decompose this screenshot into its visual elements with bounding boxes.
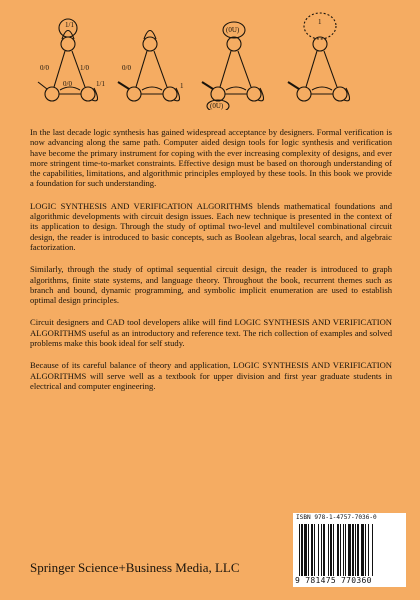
diagram-label: 1	[318, 18, 322, 26]
barcode-bar	[301, 524, 303, 576]
diagram-label: 0/0	[122, 64, 131, 72]
barcode-bar	[328, 524, 329, 576]
barcode-bar	[311, 524, 313, 576]
diagram-label: 1/1	[96, 80, 105, 88]
barcode-bar	[318, 524, 319, 576]
barcode-bar	[340, 524, 341, 576]
barcode-bar	[321, 524, 322, 576]
diagram-label: (0U)	[226, 26, 240, 34]
barcode-bar	[333, 524, 334, 576]
paragraph: LOGIC SYNTHESIS AND VERIFICATION ALGORITHMS blends mathematical foundations and algorithmic developments with circuit design issues. Each new technique is presented in the context of its application to design. Through the study of optimal two-level and multilevel combinational circuit design, the reader is introduced to basic concepts, such as Boolean algebras, local search, and algebraic factorization.	[30, 200, 392, 252]
barcode-bar	[323, 524, 325, 576]
barcode-bar	[345, 524, 346, 576]
barcode-bar	[372, 524, 373, 576]
diagram-label: 1	[180, 82, 184, 90]
state-diagram-strip	[30, 6, 360, 110]
description-text	[30, 127, 392, 403]
barcode-bar	[352, 524, 354, 576]
diagram-label: (0U)	[210, 102, 224, 110]
barcode-bar	[299, 524, 300, 576]
barcode-digits: 9 781475 770360	[295, 576, 372, 585]
state-diagram-4	[288, 13, 350, 101]
barcode-bar	[355, 524, 356, 576]
diagram-label: 1/1	[65, 21, 74, 29]
isbn-barcode-box	[293, 513, 406, 587]
barcode-bar	[314, 524, 315, 576]
barcode-bar	[368, 524, 369, 576]
barcode-bar	[308, 524, 309, 576]
barcode-bar	[365, 524, 366, 576]
diagram-label: 0/0	[63, 80, 72, 88]
barcode-bar	[304, 524, 307, 576]
barcode-bar	[343, 524, 344, 576]
barcode-icon	[297, 524, 403, 576]
barcode-bar	[337, 524, 339, 576]
state-diagram-1	[38, 19, 98, 101]
state-diagram-3	[202, 22, 264, 110]
diagram-label: 0/0	[40, 64, 49, 72]
barcode-bar	[361, 524, 364, 576]
paragraph: Similarly, through the study of optimal sequential circuit design, the reader is introduced to graph algorithms, finite state systems, and language theory. Throughout the book, recurrent themes such as branch and bound, dynamic programming, and symbolic implicit enumeration are used to establish optimal design principles.	[30, 264, 392, 306]
isbn-number: ISBN 978-1-4757-7036-0	[296, 514, 377, 521]
barcode-bar	[348, 524, 351, 576]
barcode-bar	[357, 524, 359, 576]
barcode-bar	[330, 524, 332, 576]
publisher-name: Springer Science+Business Media, LLC	[30, 560, 240, 575]
paragraph: In the last decade logic synthesis has gained widespread acceptance by designers. Formal verification is now advancing along the same path. Computer aided design tools for logic synthesis and verification have become the primary instrument for coping with the ever increasing complexity of designs, and ever more stringent time-to-market constraints. Effective design must be based on thorough understanding of the capabilities, limitations, and algorithmic principles employed by these tools. In this book we provide a foundation for such understanding.	[30, 127, 392, 189]
diagram-label: 1/0	[80, 64, 89, 72]
paragraph: Circuit designers and CAD tool developers alike will find LOGIC SYNTHESIS AND VERIFICATION ALGORITHMS useful as an introductory and reference text. The rich collection of examples and solved problems make this book ideal for self study.	[30, 317, 392, 349]
state-diagrams-svg	[30, 6, 360, 110]
paragraph: Because of its careful balance of theory and application, LOGIC SYNTHESIS AND VERIFICATION ALGORITHMS will serve well as a textbook for upper division and first year graduate students in electrical and computer engineering.	[30, 360, 392, 391]
